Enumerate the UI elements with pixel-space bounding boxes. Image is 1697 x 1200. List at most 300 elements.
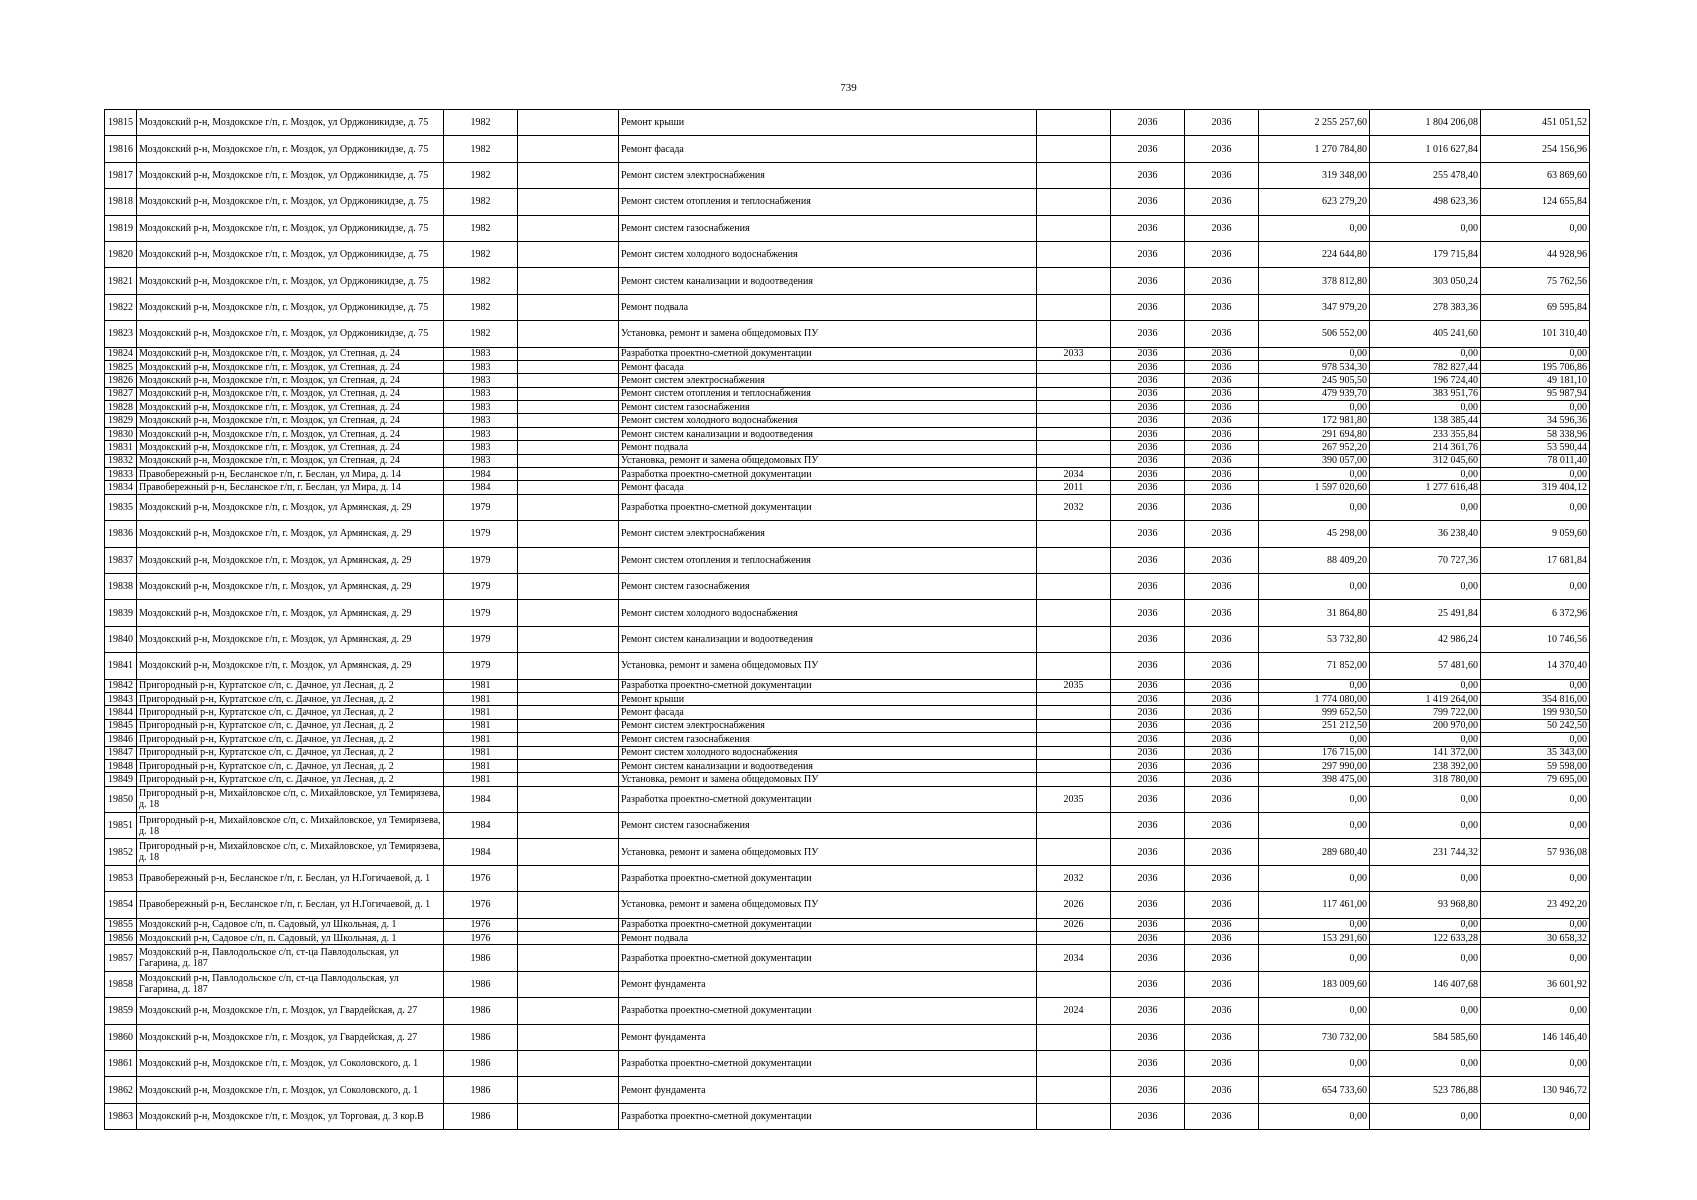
empty-cell bbox=[518, 294, 619, 320]
psd-year-cell bbox=[1037, 547, 1111, 573]
table-row bbox=[105, 692, 1590, 705]
table-row bbox=[105, 706, 1590, 719]
total-cost-cell: 319 348,00 bbox=[1259, 162, 1370, 188]
plan-year-start-cell: 2036 bbox=[1111, 626, 1185, 652]
work-type-cell: Установка, ремонт и замена общедомовых ПУ bbox=[619, 454, 1037, 467]
owners-cost-cell: 58 338,96 bbox=[1481, 427, 1590, 440]
fund-cost-cell: 25 491,84 bbox=[1370, 600, 1481, 626]
address-cell: Моздокский р-н, Моздокское г/п, г. Моздок, ул Орджоникидзе, д. 75 bbox=[137, 321, 444, 347]
plan-year-end-cell: 2036 bbox=[1185, 932, 1259, 945]
plan-year-end-cell: 2036 bbox=[1185, 268, 1259, 294]
plan-year-start-cell: 2036 bbox=[1111, 1077, 1185, 1103]
plan-year-end-cell: 2036 bbox=[1185, 773, 1259, 786]
plan-year-end-cell: 2036 bbox=[1185, 892, 1259, 918]
address-cell: Моздокский р-н, Моздокское г/п, г. Моздок, ул Степная, д. 24 bbox=[137, 401, 444, 414]
fund-cost-cell: 1 804 206,08 bbox=[1370, 110, 1481, 136]
owners-cost-cell: 0,00 bbox=[1481, 1103, 1590, 1129]
row-number: 19863 bbox=[105, 1103, 137, 1129]
psd-year-cell: 2024 bbox=[1037, 998, 1111, 1024]
owners-cost-cell: 146 146,40 bbox=[1481, 1024, 1590, 1050]
psd-year-cell bbox=[1037, 454, 1111, 467]
build-year-cell: 1984 bbox=[444, 813, 518, 839]
plan-year-start-cell: 2036 bbox=[1111, 110, 1185, 136]
empty-cell bbox=[518, 387, 619, 400]
row-number: 19857 bbox=[105, 945, 137, 971]
build-year-cell: 1982 bbox=[444, 215, 518, 241]
total-cost-cell: 390 057,00 bbox=[1259, 454, 1370, 467]
plan-year-end-cell: 2036 bbox=[1185, 347, 1259, 360]
work-type-cell: Ремонт систем канализации и водоотведения bbox=[619, 759, 1037, 772]
psd-year-cell bbox=[1037, 573, 1111, 599]
plan-year-start-cell: 2036 bbox=[1111, 759, 1185, 772]
empty-cell bbox=[518, 441, 619, 454]
address-cell: Моздокский р-н, Моздокское г/п, г. Моздок, ул Орджоникидзе, д. 75 bbox=[137, 215, 444, 241]
row-number: 19831 bbox=[105, 441, 137, 454]
psd-year-cell bbox=[1037, 719, 1111, 732]
psd-year-cell: 2032 bbox=[1037, 494, 1111, 520]
plan-year-end-cell: 2036 bbox=[1185, 653, 1259, 679]
empty-cell bbox=[518, 136, 619, 162]
work-type-cell: Ремонт фасада bbox=[619, 136, 1037, 162]
table-row bbox=[105, 1024, 1590, 1050]
plan-year-start-cell: 2036 bbox=[1111, 998, 1185, 1024]
psd-year-cell bbox=[1037, 414, 1111, 427]
total-cost-cell: 0,00 bbox=[1259, 813, 1370, 839]
fund-cost-cell: 0,00 bbox=[1370, 468, 1481, 481]
page-number: 739 bbox=[840, 82, 857, 94]
table-row bbox=[105, 892, 1590, 918]
psd-year-cell bbox=[1037, 839, 1111, 865]
plan-year-end-cell: 2036 bbox=[1185, 786, 1259, 812]
fund-cost-cell: 0,00 bbox=[1370, 1050, 1481, 1076]
owners-cost-cell: 49 181,10 bbox=[1481, 374, 1590, 387]
psd-year-cell bbox=[1037, 521, 1111, 547]
plan-year-start-cell: 2036 bbox=[1111, 321, 1185, 347]
owners-cost-cell: 34 596,36 bbox=[1481, 414, 1590, 427]
psd-year-cell bbox=[1037, 294, 1111, 320]
total-cost-cell: 0,00 bbox=[1259, 573, 1370, 599]
plan-year-end-cell: 2036 bbox=[1185, 1077, 1259, 1103]
owners-cost-cell: 130 946,72 bbox=[1481, 1077, 1590, 1103]
owners-cost-cell: 53 590,44 bbox=[1481, 441, 1590, 454]
empty-cell bbox=[518, 215, 619, 241]
address-cell: Моздокский р-н, Моздокское г/п, г. Моздок, ул Гвардейская, д. 27 bbox=[137, 1024, 444, 1050]
table-body bbox=[105, 110, 1590, 1130]
psd-year-cell bbox=[1037, 813, 1111, 839]
plan-year-start-cell: 2036 bbox=[1111, 813, 1185, 839]
empty-cell bbox=[518, 746, 619, 759]
plan-year-end-cell: 2036 bbox=[1185, 481, 1259, 494]
fund-cost-cell: 141 372,00 bbox=[1370, 746, 1481, 759]
build-year-cell: 1982 bbox=[444, 189, 518, 215]
owners-cost-cell: 57 936,08 bbox=[1481, 839, 1590, 865]
build-year-cell: 1982 bbox=[444, 241, 518, 267]
work-type-cell: Ремонт крыши bbox=[619, 110, 1037, 136]
work-type-cell: Разработка проектно-сметной документации bbox=[619, 468, 1037, 481]
table-row bbox=[105, 865, 1590, 891]
address-cell: Моздокский р-н, Моздокское г/п, г. Моздок, ул Степная, д. 24 bbox=[137, 454, 444, 467]
table-row bbox=[105, 1103, 1590, 1129]
empty-cell bbox=[518, 547, 619, 573]
plan-year-start-cell: 2036 bbox=[1111, 136, 1185, 162]
total-cost-cell: 2 255 257,60 bbox=[1259, 110, 1370, 136]
empty-cell bbox=[518, 321, 619, 347]
psd-year-cell bbox=[1037, 932, 1111, 945]
row-number: 19859 bbox=[105, 998, 137, 1024]
build-year-cell: 1983 bbox=[444, 441, 518, 454]
address-cell: Пригородный р-н, Куртатское с/п, с. Дачное, ул Лесная, д. 2 bbox=[137, 692, 444, 705]
row-number: 19819 bbox=[105, 215, 137, 241]
total-cost-cell: 0,00 bbox=[1259, 733, 1370, 746]
total-cost-cell: 378 812,80 bbox=[1259, 268, 1370, 294]
work-type-cell: Ремонт систем газоснабжения bbox=[619, 733, 1037, 746]
address-cell: Моздокский р-н, Моздокское г/п, г. Моздок, ул Орджоникидзе, д. 75 bbox=[137, 294, 444, 320]
fund-cost-cell: 523 786,88 bbox=[1370, 1077, 1481, 1103]
fund-cost-cell: 93 968,80 bbox=[1370, 892, 1481, 918]
work-type-cell: Разработка проектно-сметной документации bbox=[619, 679, 1037, 692]
empty-cell bbox=[518, 414, 619, 427]
build-year-cell: 1979 bbox=[444, 573, 518, 599]
table-row bbox=[105, 321, 1590, 347]
address-cell: Моздокский р-н, Моздокское г/п, г. Моздок, ул Армянская, д. 29 bbox=[137, 653, 444, 679]
address-cell: Пригородный р-н, Куртатское с/п, с. Дачное, ул Лесная, д. 2 bbox=[137, 759, 444, 772]
plan-year-end-cell: 2036 bbox=[1185, 136, 1259, 162]
plan-year-start-cell: 2036 bbox=[1111, 600, 1185, 626]
plan-year-start-cell: 2036 bbox=[1111, 679, 1185, 692]
row-number: 19858 bbox=[105, 971, 137, 997]
address-cell: Моздокский р-н, Павлодольское с/п, ст-ца Павлодольская, ул Гагарина, д. 187 bbox=[137, 945, 444, 971]
empty-cell bbox=[518, 401, 619, 414]
table-row bbox=[105, 547, 1590, 573]
address-cell: Пригородный р-н, Куртатское с/п, с. Дачное, ул Лесная, д. 2 bbox=[137, 746, 444, 759]
fund-cost-cell: 231 744,32 bbox=[1370, 839, 1481, 865]
fund-cost-cell: 233 355,84 bbox=[1370, 427, 1481, 440]
total-cost-cell: 172 981,80 bbox=[1259, 414, 1370, 427]
work-type-cell: Ремонт систем электроснабжения bbox=[619, 162, 1037, 188]
total-cost-cell: 0,00 bbox=[1259, 998, 1370, 1024]
empty-cell bbox=[518, 719, 619, 732]
plan-year-start-cell: 2036 bbox=[1111, 945, 1185, 971]
owners-cost-cell: 0,00 bbox=[1481, 468, 1590, 481]
work-type-cell: Ремонт фасада bbox=[619, 360, 1037, 373]
table-row bbox=[105, 733, 1590, 746]
plan-year-start-cell: 2036 bbox=[1111, 360, 1185, 373]
address-cell: Моздокский р-н, Моздокское г/п, г. Моздок, ул Орджоникидзе, д. 75 bbox=[137, 162, 444, 188]
empty-cell bbox=[518, 454, 619, 467]
build-year-cell: 1983 bbox=[444, 454, 518, 467]
work-type-cell: Установка, ремонт и замена общедомовых ПУ bbox=[619, 653, 1037, 679]
table-row bbox=[105, 971, 1590, 997]
empty-cell bbox=[518, 892, 619, 918]
plan-year-start-cell: 2036 bbox=[1111, 215, 1185, 241]
owners-cost-cell: 254 156,96 bbox=[1481, 136, 1590, 162]
row-number: 19820 bbox=[105, 241, 137, 267]
address-cell: Моздокский р-н, Моздокское г/п, г. Моздок, ул Армянская, д. 29 bbox=[137, 626, 444, 652]
owners-cost-cell: 95 987,94 bbox=[1481, 387, 1590, 400]
table-row bbox=[105, 360, 1590, 373]
plan-year-end-cell: 2036 bbox=[1185, 189, 1259, 215]
plan-year-start-cell: 2036 bbox=[1111, 162, 1185, 188]
build-year-cell: 1982 bbox=[444, 136, 518, 162]
psd-year-cell bbox=[1037, 189, 1111, 215]
psd-year-cell: 2034 bbox=[1037, 468, 1111, 481]
table-row bbox=[105, 1077, 1590, 1103]
psd-year-cell bbox=[1037, 600, 1111, 626]
row-number: 19834 bbox=[105, 481, 137, 494]
empty-cell bbox=[518, 945, 619, 971]
row-number: 19861 bbox=[105, 1050, 137, 1076]
build-year-cell: 1986 bbox=[444, 1024, 518, 1050]
build-year-cell: 1979 bbox=[444, 521, 518, 547]
fund-cost-cell: 0,00 bbox=[1370, 813, 1481, 839]
plan-year-end-cell: 2036 bbox=[1185, 839, 1259, 865]
address-cell: Пригородный р-н, Куртатское с/п, с. Дачное, ул Лесная, д. 2 bbox=[137, 719, 444, 732]
table-row bbox=[105, 786, 1590, 812]
empty-cell bbox=[518, 1050, 619, 1076]
owners-cost-cell: 59 598,00 bbox=[1481, 759, 1590, 772]
plan-year-end-cell: 2036 bbox=[1185, 865, 1259, 891]
address-cell: Моздокский р-н, Моздокское г/п, г. Моздок, ул Армянская, д. 29 bbox=[137, 521, 444, 547]
empty-cell bbox=[518, 427, 619, 440]
work-type-cell: Установка, ремонт и замена общедомовых ПУ bbox=[619, 321, 1037, 347]
work-type-cell: Ремонт фундамента bbox=[619, 1077, 1037, 1103]
total-cost-cell: 31 864,80 bbox=[1259, 600, 1370, 626]
plan-year-start-cell: 2036 bbox=[1111, 468, 1185, 481]
plan-year-start-cell: 2036 bbox=[1111, 268, 1185, 294]
owners-cost-cell: 101 310,40 bbox=[1481, 321, 1590, 347]
work-type-cell: Разработка проектно-сметной документации bbox=[619, 494, 1037, 520]
total-cost-cell: 71 852,00 bbox=[1259, 653, 1370, 679]
row-number: 19828 bbox=[105, 401, 137, 414]
psd-year-cell bbox=[1037, 733, 1111, 746]
row-number: 19851 bbox=[105, 813, 137, 839]
psd-year-cell: 2026 bbox=[1037, 918, 1111, 931]
build-year-cell: 1986 bbox=[444, 1103, 518, 1129]
row-number: 19862 bbox=[105, 1077, 137, 1103]
address-cell: Моздокский р-н, Моздокское г/п, г. Моздок, ул Соколовского, д. 1 bbox=[137, 1050, 444, 1076]
total-cost-cell: 0,00 bbox=[1259, 468, 1370, 481]
build-year-cell: 1986 bbox=[444, 971, 518, 997]
plan-year-start-cell: 2036 bbox=[1111, 719, 1185, 732]
table-row bbox=[105, 387, 1590, 400]
work-type-cell: Ремонт систем канализации и водоотведения bbox=[619, 268, 1037, 294]
plan-year-end-cell: 2036 bbox=[1185, 998, 1259, 1024]
work-type-cell: Ремонт систем холодного водоснабжения bbox=[619, 414, 1037, 427]
address-cell: Моздокский р-н, Моздокское г/п, г. Моздок, ул Орджоникидзе, д. 75 bbox=[137, 189, 444, 215]
psd-year-cell bbox=[1037, 626, 1111, 652]
plan-year-end-cell: 2036 bbox=[1185, 706, 1259, 719]
owners-cost-cell: 50 242,50 bbox=[1481, 719, 1590, 732]
row-number: 19836 bbox=[105, 521, 137, 547]
empty-cell bbox=[518, 162, 619, 188]
fund-cost-cell: 146 407,68 bbox=[1370, 971, 1481, 997]
table-row bbox=[105, 468, 1590, 481]
row-number: 19817 bbox=[105, 162, 137, 188]
row-number: 19842 bbox=[105, 679, 137, 692]
owners-cost-cell: 195 706,86 bbox=[1481, 360, 1590, 373]
work-type-cell: Ремонт систем газоснабжения bbox=[619, 573, 1037, 599]
work-type-cell: Ремонт крыши bbox=[619, 692, 1037, 705]
owners-cost-cell: 0,00 bbox=[1481, 865, 1590, 891]
empty-cell bbox=[518, 1077, 619, 1103]
address-cell: Пригородный р-н, Куртатское с/п, с. Дачное, ул Лесная, д. 2 bbox=[137, 773, 444, 786]
total-cost-cell: 0,00 bbox=[1259, 1050, 1370, 1076]
total-cost-cell: 978 534,30 bbox=[1259, 360, 1370, 373]
row-number: 19850 bbox=[105, 786, 137, 812]
build-year-cell: 1982 bbox=[444, 268, 518, 294]
total-cost-cell: 117 461,00 bbox=[1259, 892, 1370, 918]
address-cell: Моздокский р-н, Моздокское г/п, г. Моздок, ул Степная, д. 24 bbox=[137, 387, 444, 400]
fund-cost-cell: 303 050,24 bbox=[1370, 268, 1481, 294]
build-year-cell: 1982 bbox=[444, 294, 518, 320]
empty-cell bbox=[518, 932, 619, 945]
address-cell: Правобережный р-н, Бесланское г/п, г. Беслан, ул Н.Гогичаевой, д. 1 bbox=[137, 865, 444, 891]
table-row bbox=[105, 573, 1590, 599]
work-type-cell: Ремонт систем отопления и теплоснабжения bbox=[619, 189, 1037, 215]
fund-cost-cell: 405 241,60 bbox=[1370, 321, 1481, 347]
owners-cost-cell: 79 695,00 bbox=[1481, 773, 1590, 786]
plan-year-end-cell: 2036 bbox=[1185, 162, 1259, 188]
plan-year-start-cell: 2036 bbox=[1111, 653, 1185, 679]
row-number: 19827 bbox=[105, 387, 137, 400]
build-year-cell: 1976 bbox=[444, 892, 518, 918]
work-type-cell: Установка, ремонт и замена общедомовых ПУ bbox=[619, 892, 1037, 918]
work-type-cell: Разработка проектно-сметной документации bbox=[619, 786, 1037, 812]
address-cell: Моздокский р-н, Садовое с/п, п. Садовый, ул Школьная, д. 1 bbox=[137, 918, 444, 931]
row-number: 19856 bbox=[105, 932, 137, 945]
plan-year-end-cell: 2036 bbox=[1185, 626, 1259, 652]
empty-cell bbox=[518, 773, 619, 786]
total-cost-cell: 654 733,60 bbox=[1259, 1077, 1370, 1103]
work-type-cell: Ремонт систем холодного водоснабжения bbox=[619, 746, 1037, 759]
row-number: 19838 bbox=[105, 573, 137, 599]
row-number: 19849 bbox=[105, 773, 137, 786]
address-cell: Моздокский р-н, Моздокское г/п, г. Моздок, ул Орджоникидзе, д. 75 bbox=[137, 136, 444, 162]
plan-year-end-cell: 2036 bbox=[1185, 414, 1259, 427]
work-type-cell: Ремонт фасада bbox=[619, 706, 1037, 719]
row-number: 19835 bbox=[105, 494, 137, 520]
owners-cost-cell: 44 928,96 bbox=[1481, 241, 1590, 267]
empty-cell bbox=[518, 268, 619, 294]
address-cell: Моздокский р-н, Моздокское г/п, г. Моздок, ул Степная, д. 24 bbox=[137, 441, 444, 454]
plan-year-end-cell: 2036 bbox=[1185, 494, 1259, 520]
address-cell: Моздокский р-н, Моздокское г/п, г. Моздок, ул Армянская, д. 29 bbox=[137, 547, 444, 573]
psd-year-cell bbox=[1037, 1050, 1111, 1076]
plan-year-end-cell: 2036 bbox=[1185, 573, 1259, 599]
empty-cell bbox=[518, 1024, 619, 1050]
work-type-cell: Разработка проектно-сметной документации bbox=[619, 918, 1037, 931]
build-year-cell: 1981 bbox=[444, 773, 518, 786]
address-cell: Пригородный р-н, Михайловское с/п, с. Михайловское, ул Темирязева, д. 18 bbox=[137, 839, 444, 865]
row-number: 19846 bbox=[105, 733, 137, 746]
psd-year-cell bbox=[1037, 706, 1111, 719]
row-number: 19815 bbox=[105, 110, 137, 136]
plan-year-start-cell: 2036 bbox=[1111, 733, 1185, 746]
total-cost-cell: 623 279,20 bbox=[1259, 189, 1370, 215]
plan-year-start-cell: 2036 bbox=[1111, 374, 1185, 387]
psd-year-cell: 2011 bbox=[1037, 481, 1111, 494]
total-cost-cell: 224 644,80 bbox=[1259, 241, 1370, 267]
plan-year-end-cell: 2036 bbox=[1185, 547, 1259, 573]
psd-year-cell bbox=[1037, 215, 1111, 241]
address-cell: Моздокский р-н, Моздокское г/п, г. Моздок, ул Армянская, д. 29 bbox=[137, 573, 444, 599]
empty-cell bbox=[518, 733, 619, 746]
build-year-cell: 1981 bbox=[444, 706, 518, 719]
owners-cost-cell: 30 658,32 bbox=[1481, 932, 1590, 945]
build-year-cell: 1986 bbox=[444, 945, 518, 971]
build-year-cell: 1979 bbox=[444, 494, 518, 520]
psd-year-cell bbox=[1037, 1024, 1111, 1050]
psd-year-cell bbox=[1037, 746, 1111, 759]
owners-cost-cell: 354 816,00 bbox=[1481, 692, 1590, 705]
empty-cell bbox=[518, 759, 619, 772]
plan-year-start-cell: 2036 bbox=[1111, 1024, 1185, 1050]
table-row bbox=[105, 1050, 1590, 1076]
table-row bbox=[105, 401, 1590, 414]
work-type-cell: Ремонт систем канализации и водоотведения bbox=[619, 626, 1037, 652]
table-row bbox=[105, 268, 1590, 294]
build-year-cell: 1986 bbox=[444, 1077, 518, 1103]
build-year-cell: 1976 bbox=[444, 918, 518, 931]
row-number: 19832 bbox=[105, 454, 137, 467]
table-row bbox=[105, 746, 1590, 759]
build-year-cell: 1981 bbox=[444, 733, 518, 746]
build-year-cell: 1979 bbox=[444, 600, 518, 626]
address-cell: Моздокский р-н, Моздокское г/п, г. Моздок, ул Соколовского, д. 1 bbox=[137, 1077, 444, 1103]
plan-year-start-cell: 2036 bbox=[1111, 865, 1185, 891]
fund-cost-cell: 498 623,36 bbox=[1370, 189, 1481, 215]
psd-year-cell bbox=[1037, 387, 1111, 400]
work-type-cell: Ремонт систем холодного водоснабжения bbox=[619, 241, 1037, 267]
fund-cost-cell: 1 419 264,00 bbox=[1370, 692, 1481, 705]
plan-year-start-cell: 2036 bbox=[1111, 746, 1185, 759]
address-cell: Моздокский р-н, Моздокское г/п, г. Моздок, ул Степная, д. 24 bbox=[137, 374, 444, 387]
total-cost-cell: 297 990,00 bbox=[1259, 759, 1370, 772]
fund-cost-cell: 782 827,44 bbox=[1370, 360, 1481, 373]
row-number: 19844 bbox=[105, 706, 137, 719]
fund-cost-cell: 36 238,40 bbox=[1370, 521, 1481, 547]
empty-cell bbox=[518, 600, 619, 626]
fund-cost-cell: 0,00 bbox=[1370, 401, 1481, 414]
empty-cell bbox=[518, 494, 619, 520]
fund-cost-cell: 122 633,28 bbox=[1370, 932, 1481, 945]
build-year-cell: 1982 bbox=[444, 162, 518, 188]
plan-year-end-cell: 2036 bbox=[1185, 1050, 1259, 1076]
psd-year-cell bbox=[1037, 773, 1111, 786]
plan-year-end-cell: 2036 bbox=[1185, 971, 1259, 997]
row-number: 19847 bbox=[105, 746, 137, 759]
build-year-cell: 1983 bbox=[444, 414, 518, 427]
build-year-cell: 1984 bbox=[444, 839, 518, 865]
table-row bbox=[105, 813, 1590, 839]
psd-year-cell: 2032 bbox=[1037, 865, 1111, 891]
empty-cell bbox=[518, 813, 619, 839]
total-cost-cell: 479 939,70 bbox=[1259, 387, 1370, 400]
owners-cost-cell: 319 404,12 bbox=[1481, 481, 1590, 494]
address-cell: Моздокский р-н, Моздокское г/п, г. Моздок, ул Степная, д. 24 bbox=[137, 360, 444, 373]
table-row bbox=[105, 441, 1590, 454]
total-cost-cell: 999 652,50 bbox=[1259, 706, 1370, 719]
work-type-cell: Ремонт систем электроснабжения bbox=[619, 374, 1037, 387]
plan-year-end-cell: 2036 bbox=[1185, 600, 1259, 626]
row-number: 19855 bbox=[105, 918, 137, 931]
empty-cell bbox=[518, 347, 619, 360]
empty-cell bbox=[518, 481, 619, 494]
owners-cost-cell: 0,00 bbox=[1481, 998, 1590, 1024]
empty-cell bbox=[518, 653, 619, 679]
psd-year-cell: 2034 bbox=[1037, 945, 1111, 971]
total-cost-cell: 1 597 020,60 bbox=[1259, 481, 1370, 494]
